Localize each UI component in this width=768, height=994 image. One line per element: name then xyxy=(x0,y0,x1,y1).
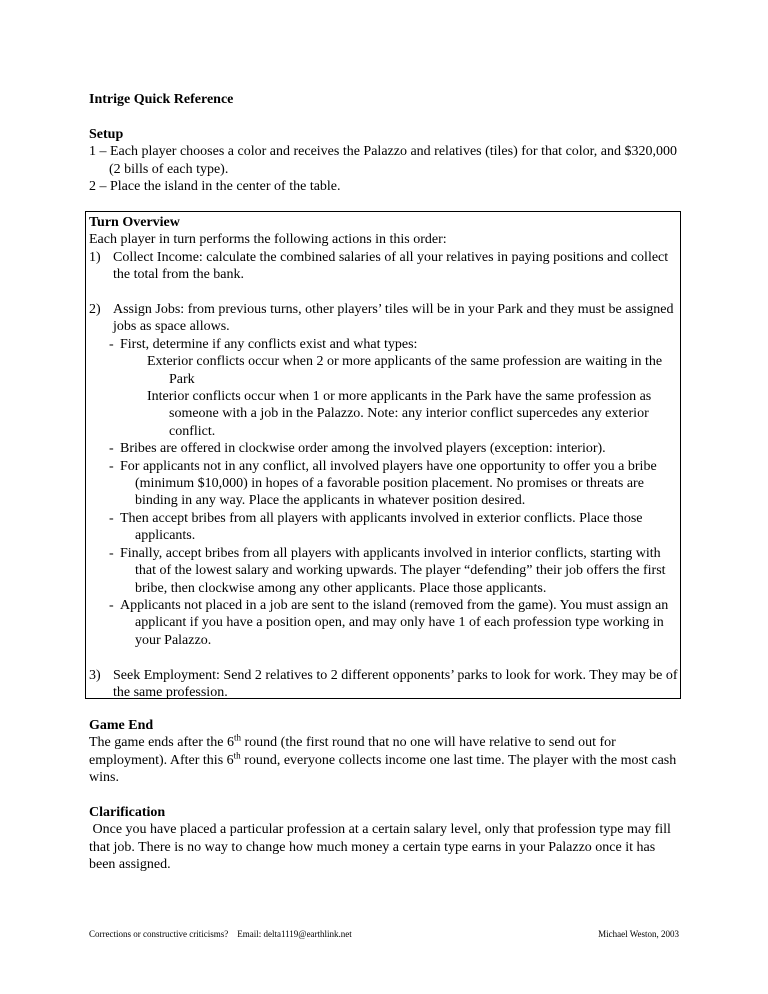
exterior-conflict-text: Exterior conflicts occur when 2 or more applicants of the same profession are waiting in the Park xyxy=(147,354,663,387)
closing-sections xyxy=(89,717,679,874)
sub-item-first: - First, determine if any conflicts exist and what types: xyxy=(109,336,418,352)
sub-item-not-placed: - Applicants not placed in a job are sent to the island (removed from the game). You must assign an applicant if you have a position open, and may only have 1 of each profession type working in your Palazzo. xyxy=(109,597,669,648)
footer-contact: Corrections or constructive criticisms? Email: delta1119@earthlink.net xyxy=(89,929,352,939)
step-number: 2) xyxy=(89,302,101,318)
footer-author: Michael Weston, 2003 xyxy=(598,929,679,939)
document-title: Intrige Quick Reference xyxy=(89,92,234,107)
setup-heading: Setup xyxy=(89,127,124,142)
conflict-definitions xyxy=(89,353,680,440)
bullet-dash: - xyxy=(109,458,114,474)
step-text: Collect Income: calculate the combined salaries of all your relatives in paying positions and collect the total from the bank. xyxy=(113,249,669,283)
bullet-dash: - xyxy=(109,336,114,352)
bullet-dash: - xyxy=(109,597,114,613)
turn-overview-intro: Each player in turn performs the following actions in this order: xyxy=(89,232,447,248)
step-text: Assign Jobs: from previous turns, other players’ tiles will be in your Park and they must be assigned jobs as space allows. xyxy=(113,302,674,335)
interior-conflict-text: Interior conflicts occur when 1 or more applicants in the Park have the same profession as someone with a job in the Palazzo. Note: any interior conflict supercedes any exterior conflict. xyxy=(147,389,652,439)
step-assign-jobs xyxy=(89,301,680,336)
bullet-dash: - xyxy=(109,545,114,561)
step-seek-employment xyxy=(89,667,680,702)
step-number: 1) xyxy=(89,249,101,265)
setup-item-2: 2 – Place the island in the center of the table. xyxy=(89,179,341,195)
sub-item-no-conflict: - For applicants not in any conflict, all involved players have one opportunity to offer you a bribe (minimum $10,000) in hopes of a favorable position placement. No promises or threats are binding in any way. Place the applicants in whatever position desired. xyxy=(109,458,657,509)
bullet-dash: - xyxy=(109,510,114,526)
step-collect-income xyxy=(89,249,680,284)
step-number: 3) xyxy=(89,667,101,683)
setup-section xyxy=(89,126,679,196)
turn-overview-heading: Turn Overview xyxy=(89,215,180,230)
sub-item-interior-bribes: - Finally, accept bribes from all players with applicants involved in interior conflicts, starting with that of the lowest salary and working upwards. The player “defending” their job offers the first bribe, then clockwise among any other applicants. Place those applicants. xyxy=(109,545,666,596)
clarification-text: Once you have placed a particular profession at a certain salary level, only that profession type may fill that job. There is no way to change how much money a certain type earns in your Palazzo once it has been assigned. xyxy=(89,822,671,873)
bullet-dash: - xyxy=(109,441,114,457)
setup-item-1: 1 – Each player chooses a color and receives the Palazzo and relatives (tiles) for that color, and $320,000 (2 bills of each type). xyxy=(89,144,677,177)
sub-item-bribes: - Bribes are offered in clockwise order among the involved players (exception: interior). xyxy=(109,441,606,457)
sub-item-exterior-bribes: - Then accept bribes from all players with applicants involved in exterior conflicts. Place those applicants. xyxy=(109,510,643,544)
turn-overview-box xyxy=(85,211,681,699)
game-end-heading: Game End xyxy=(89,718,154,733)
clarification-heading: Clarification xyxy=(89,805,166,821)
step-text: Seek Employment: Send 2 relatives to 2 different opponents’ parks to look for work. They may be of the same profession. xyxy=(113,667,678,700)
page-footer xyxy=(89,928,679,942)
game-end-text: The game ends after the 6th round (the first round that no one will have relative to send out for employment). After this 6th round, everyone collects income one last time. The player with the most cash wins. xyxy=(89,732,677,786)
